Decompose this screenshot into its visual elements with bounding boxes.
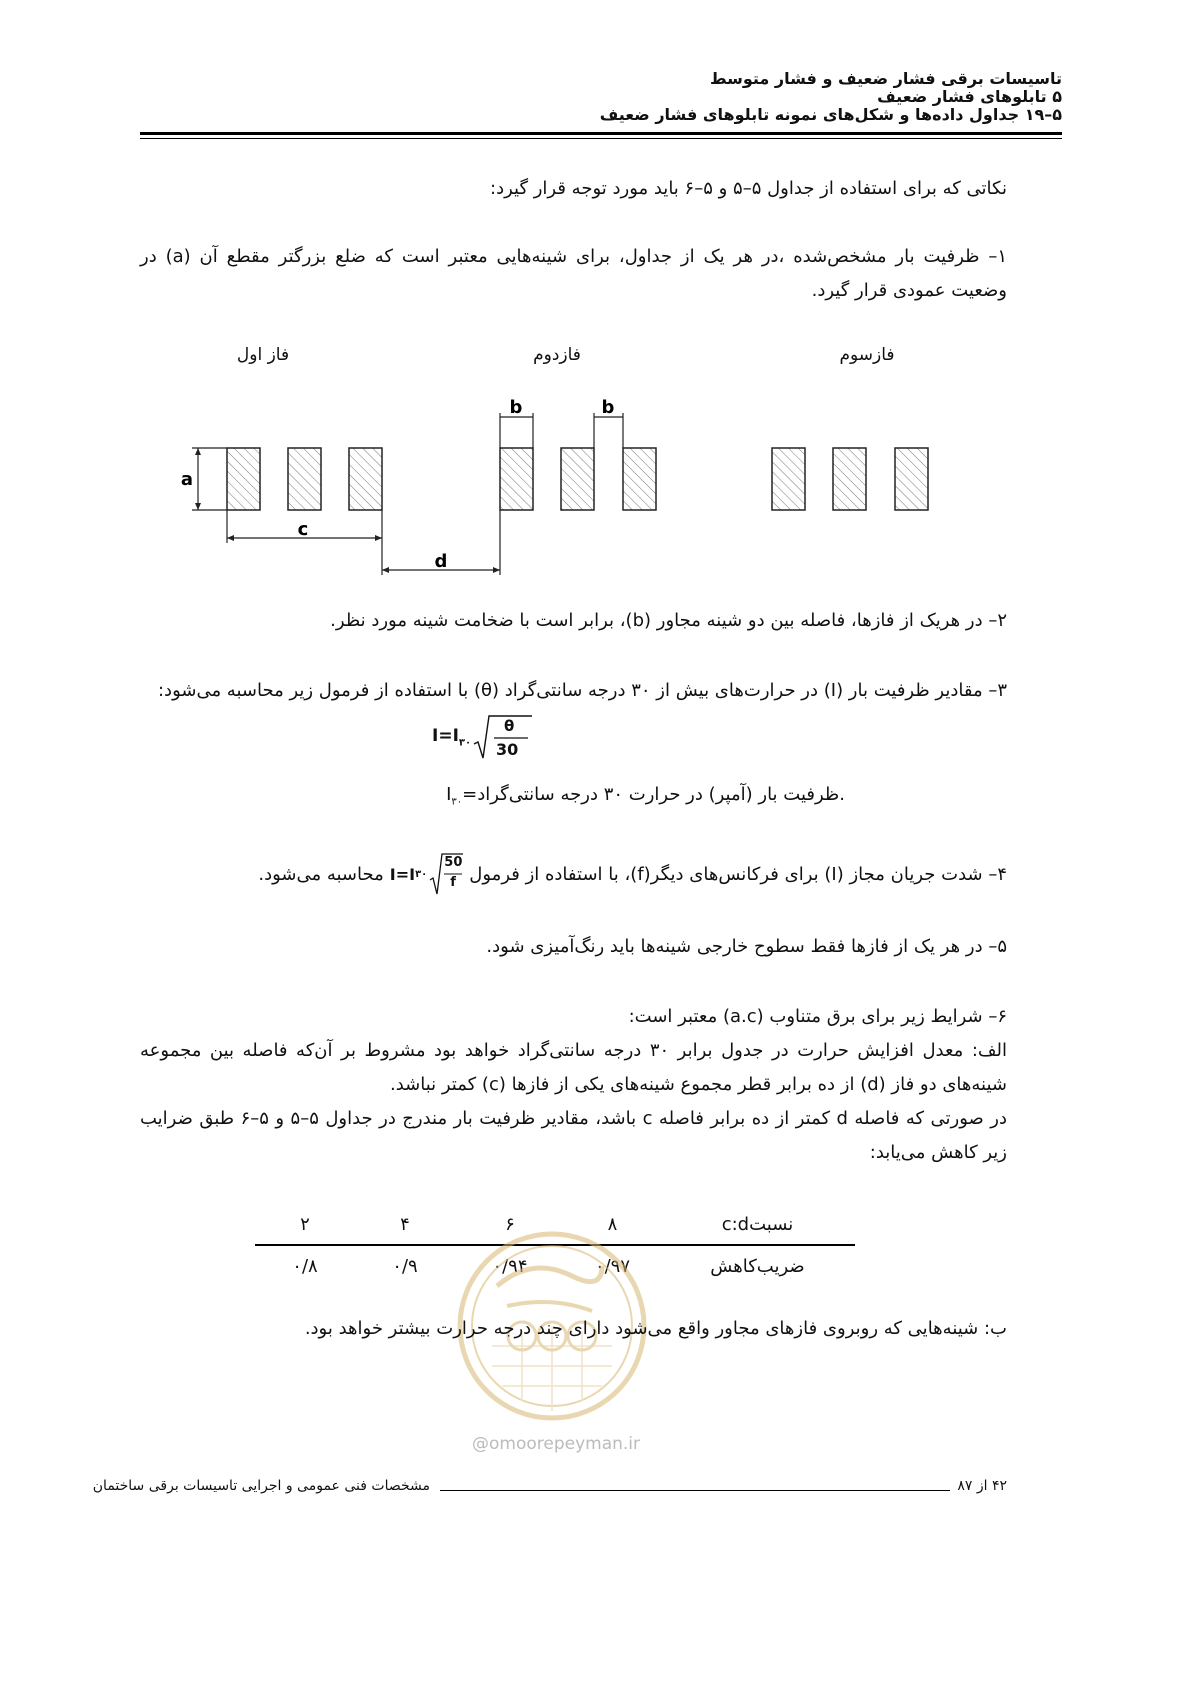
- footer-rule: [440, 1490, 950, 1491]
- phase-2-label: فازدوم: [533, 345, 581, 365]
- busbar: [833, 448, 866, 510]
- def-lhs: I: [446, 784, 452, 805]
- busbar: [772, 448, 805, 510]
- table-cell: ۴: [400, 1213, 410, 1235]
- dim-a-label: a: [180, 469, 194, 490]
- busbar: [288, 448, 321, 510]
- formula-denominator: 30: [496, 740, 519, 759]
- phase-2-busbars: [500, 448, 656, 510]
- header-chapter: ۵ تابلوهای فشار ضعیف: [877, 87, 1062, 106]
- busbar: [349, 448, 382, 510]
- phase-3-label: فازسوم: [839, 345, 895, 365]
- phase-1-label: فاز اول: [236, 345, 290, 365]
- note-6-alef: الف: معدل افزایش حرارت در جدول برابر ۳۰ درجه سانتی‌گراد خواهد بود مشروط بر آن‌که فاصله بین مجموعه شینه‌های دو فاز (d) از ده برابر قطر مجموع شینه‌های یکی از فازها (c) کمتر نباشد.: [140, 1040, 1008, 1095]
- note-3-definition: $I_{۳۰}=ظرفیت$ بار (آمپر) در حرارت ۳۰ درجه سانتی‌گراد.: [446, 784, 845, 808]
- formula-sub: ۳۰: [458, 737, 472, 749]
- table-cell: ۰/۹۷: [594, 1255, 631, 1277]
- watermark-url: @omoorepeyman.ir: [472, 1434, 641, 1454]
- table-cell: ۰/۸: [292, 1255, 318, 1277]
- header-rule-thin: [140, 138, 1062, 139]
- note-6-title: ۶– شرایط زیر برای برق متناوب (a.c) معتبر است:: [628, 1006, 1007, 1027]
- table-cell: ۲: [300, 1213, 310, 1235]
- dim-b-label: b: [509, 397, 523, 418]
- table-row-header: ضریب‌کاهش: [710, 1255, 805, 1277]
- table-cell: ۰/۹: [392, 1255, 418, 1277]
- note-6-condition: در صورتی که فاصله d کمتر از ده برابر فاصله c باشد، مقادیر ظرفیت بار مندرج در جداول ۵–۵ و ۵–۶ طبق ضرایب زیر کاهش می‌یابد:: [140, 1108, 1007, 1163]
- table-row-header: نسبتc:d: [721, 1213, 794, 1235]
- dim-b-label: b: [601, 397, 615, 418]
- busbar-diagram: [170, 335, 1070, 595]
- note-be: ب: شینه‌هایی که روبروی فازهای مجاور واقع می‌شود دارای چند درجه حرارت بیشتر خواهد بود.: [304, 1318, 1007, 1339]
- busbar: [227, 448, 260, 510]
- table-cell: ۸: [607, 1213, 618, 1235]
- table-cell: ۰/۹۴: [492, 1255, 528, 1277]
- dim-c-label: c: [297, 519, 309, 540]
- footer-title: مشخصات فنی عمومی و اجرایی تاسیسات برقی ساختمان: [92, 1478, 430, 1494]
- note-4-before: ۴– شدت جریان مجاز (I) برای فرکانس‌های دیگر(f)، با استفاده از فرمول: [469, 863, 1007, 885]
- formula-frequency: I=I ۳۰ 50 f: [390, 852, 464, 896]
- note-2: ۲– در هریک از فازها، فاصله بین دو شینه مجاور (b)، برابر است با ضخامت شینه مورد نظر.: [330, 610, 1007, 631]
- formula-temperature: [432, 712, 542, 762]
- note-3: ۳– مقادیر ظرفیت بار (I) در حرارت‌های بیش از ۳۰ درجه سانتی‌گراد (θ) با استفاده از فرمول زیر محاسبه می‌شود:: [157, 680, 1007, 701]
- intro-text: نکاتی که برای استفاده از جداول ۵–۵ و ۵–۶ باید مورد توجه قرار گیرد:: [490, 178, 1007, 199]
- page-number: ۴۲ از ۸۷: [957, 1478, 1007, 1494]
- header-section: ۵–۱۹ جداول داده‌ها و شکل‌های نمونه تابلوهای فشار ضعیف: [599, 105, 1062, 124]
- note-4: [258, 852, 1007, 896]
- note-4-after: محاسبه می‌شود.: [258, 863, 384, 885]
- header-title: تاسیسات برقی فشار ضعیف و فشار متوسط: [709, 69, 1062, 88]
- dim-d-label: d: [434, 551, 448, 572]
- formula-numerator: θ: [504, 717, 515, 735]
- busbar: [623, 448, 656, 510]
- note-5: ۵– در هر یک از فازها فقط سطوح خارجی شینه‌ها باید رنگ‌آمیزی شود.: [486, 936, 1007, 957]
- formula-lhs: I=I: [432, 726, 459, 746]
- table-cell: ۶: [505, 1213, 515, 1235]
- header-rule: [140, 132, 1062, 135]
- phase-1-busbars: [227, 448, 382, 510]
- busbar: [895, 448, 928, 510]
- phase-3-busbars: [772, 448, 928, 510]
- busbar: [561, 448, 594, 510]
- busbar: [500, 448, 533, 510]
- note-1: ۱– ظرفیت بار مشخص‌شده ،در هر یک از جداول، برای شینه‌هایی معتبر است که ضلع بزرگتر مقطع آن (a) در وضعیت عمودی قرار گیرد.: [140, 246, 1008, 301]
